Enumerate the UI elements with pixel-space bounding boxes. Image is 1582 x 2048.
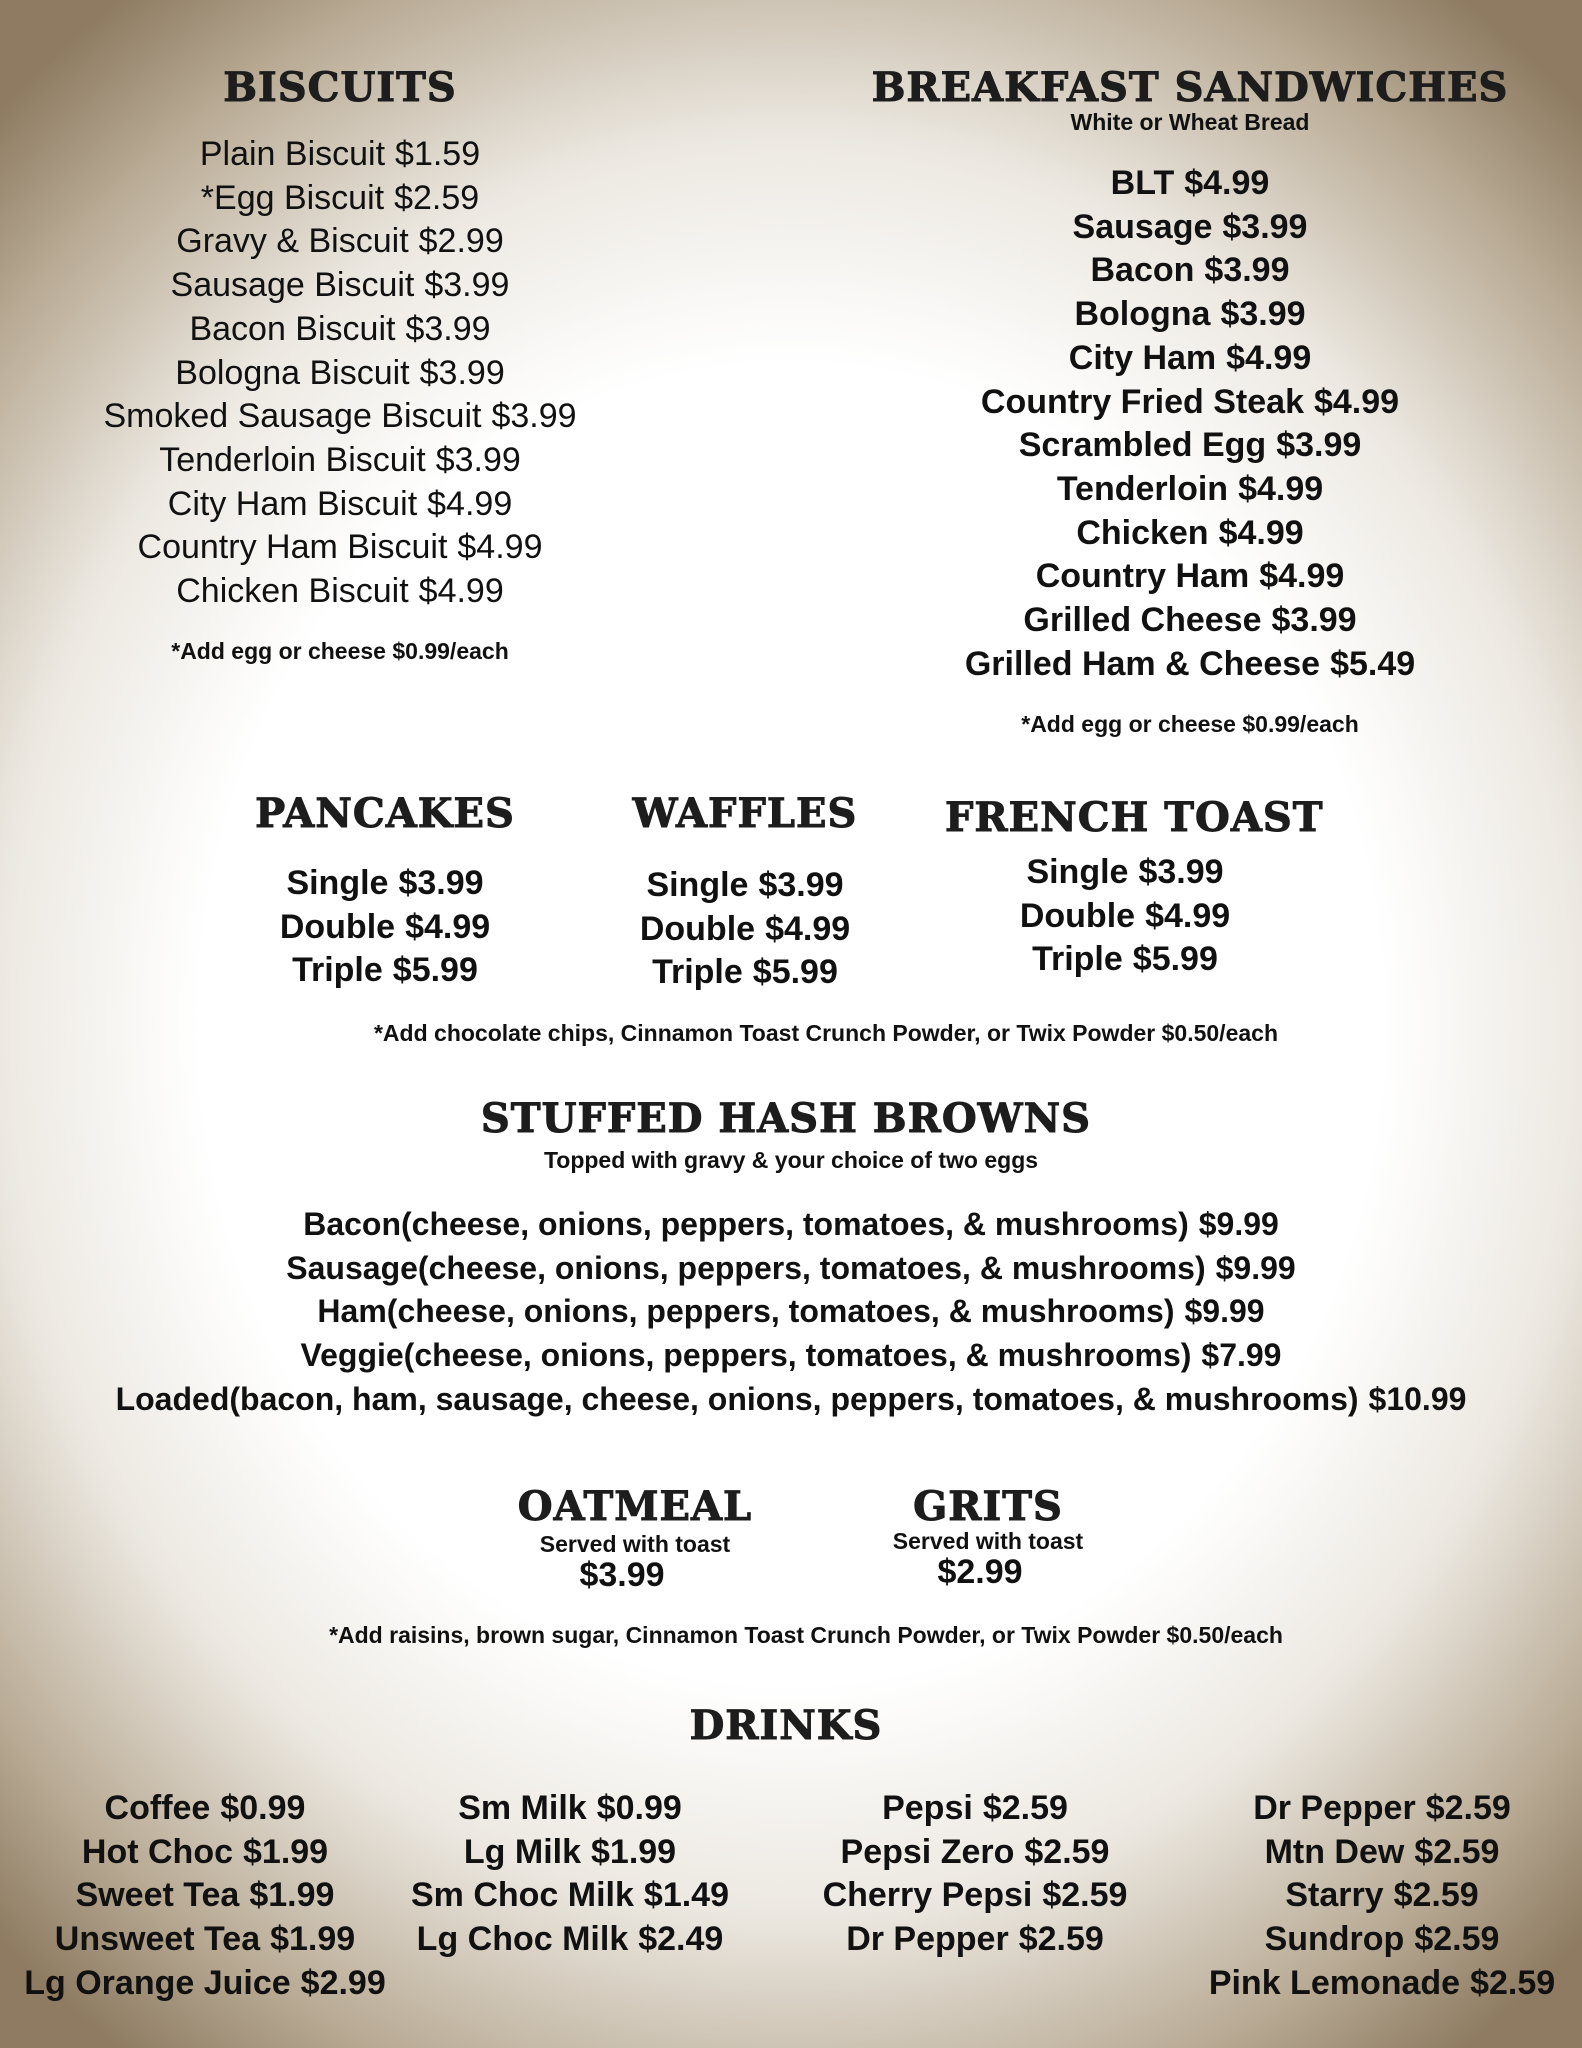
hash-browns-subtitle: Topped with gravy & your choice of two eggs bbox=[543, 1147, 1039, 1173]
menu-item-price: $3.99 bbox=[1204, 251, 1290, 290]
menu-item bbox=[945, 895, 1305, 939]
menu-item-name: Sm Choc Milk bbox=[410, 1876, 634, 1915]
menu-item-price: $4.99 bbox=[1259, 557, 1345, 596]
menu-item-name: Smoked Sausage Biscuit bbox=[103, 397, 482, 436]
biscuits-title: BISCUITS bbox=[223, 64, 457, 111]
menu-item-price: $2.59 bbox=[1414, 1832, 1500, 1871]
menu-item-price: $9.99 bbox=[1198, 1206, 1279, 1242]
menu-item-name: Sausage(cheese, onions, peppers, tomatoes, & mushrooms) bbox=[286, 1249, 1206, 1286]
menu-item-price: $3.99 bbox=[1276, 426, 1362, 465]
menu-item-name: Triple bbox=[1032, 940, 1123, 979]
menu-item-price: $4.99 bbox=[405, 907, 491, 946]
menu-item-name: Chicken bbox=[1076, 513, 1209, 552]
menu-item-price: $4.99 bbox=[1145, 896, 1231, 935]
menu-item-name: Triple bbox=[652, 953, 743, 992]
menu-item-name: Tenderloin bbox=[1056, 469, 1229, 508]
menu-item-name: Dr Pepper bbox=[846, 1920, 1009, 1959]
menu-item-price: $3.99 bbox=[758, 866, 844, 904]
menu-item bbox=[40, 570, 640, 614]
waffles-list bbox=[595, 864, 895, 995]
menu-item-price: $5.49 bbox=[1330, 644, 1416, 683]
menu-item bbox=[595, 908, 895, 952]
menu-item-name: Pepsi Zero bbox=[840, 1832, 1015, 1871]
drinks-title: DRINKS bbox=[689, 1702, 883, 1749]
menu-item-name: Bacon(cheese, onions, peppers, tomatoes, & mushrooms) bbox=[303, 1206, 1189, 1242]
menu-item bbox=[0, 1203, 1582, 1247]
menu-item-name: City Ham Biscuit bbox=[167, 484, 418, 523]
menu-item bbox=[775, 1831, 1175, 1875]
menu-item-price: $2.99 bbox=[418, 222, 504, 261]
menu-item-name: Single bbox=[286, 864, 389, 902]
menu-item bbox=[40, 177, 640, 221]
menu-item bbox=[1182, 1918, 1582, 1962]
drinks-column-4 bbox=[1182, 1787, 1582, 2006]
menu-item-name: Veggie(cheese, onions, peppers, tomatoes, & mushrooms) bbox=[300, 1337, 1192, 1374]
menu-item bbox=[1182, 1831, 1582, 1875]
griddle-note: *Add chocolate chips, Cinnamon Toast Crunch Powder, or Twix Powder $0.50/each bbox=[373, 1020, 1278, 1046]
menu-item bbox=[0, 1831, 410, 1875]
menu-item-name: Bacon bbox=[1090, 251, 1195, 290]
menu-item-name: Lg Milk bbox=[463, 1832, 581, 1871]
menu-item bbox=[860, 424, 1520, 468]
menu-item-price: $2.59 bbox=[394, 178, 480, 217]
menu-item-name: Bologna Biscuit bbox=[175, 353, 410, 392]
menu-item bbox=[370, 1874, 770, 1918]
menu-item-price: $3.99 bbox=[1222, 207, 1308, 246]
menu-item-price: $2.59 bbox=[1470, 1963, 1556, 2002]
menu-item-name: Single bbox=[1026, 853, 1129, 891]
sandwiches-note: *Add egg or cheese $0.99/each bbox=[1021, 711, 1359, 737]
menu-item-name: Lg Choc Milk bbox=[416, 1920, 629, 1959]
menu-item bbox=[860, 337, 1520, 381]
menu-item bbox=[0, 1918, 410, 1962]
menu-item-name: Grilled Ham & Cheese bbox=[964, 644, 1321, 683]
menu-item-price: $5.99 bbox=[392, 951, 478, 990]
menu-item bbox=[595, 864, 895, 908]
menu-item bbox=[370, 1831, 770, 1875]
menu-item-price: $1.99 bbox=[591, 1832, 677, 1871]
menu-item-price: $2.59 bbox=[1393, 1876, 1479, 1915]
biscuits-note: *Add egg or cheese $0.99/each bbox=[171, 638, 509, 664]
menu-item-name: Pepsi bbox=[882, 1789, 973, 1827]
menu-item bbox=[860, 643, 1520, 687]
menu-item-price: $3.99 bbox=[1138, 853, 1224, 891]
menu-item bbox=[860, 468, 1520, 512]
menu-item bbox=[40, 395, 640, 439]
menu-item-price: $3.99 bbox=[424, 266, 510, 305]
grits-price: $2.99 bbox=[937, 1553, 1023, 1591]
hash-browns-title: STUFFED HASH BROWNS bbox=[480, 1095, 1092, 1142]
drinks-column-1 bbox=[0, 1787, 410, 2006]
menu-item bbox=[0, 1334, 1582, 1378]
menu-item-name: Scrambled Egg bbox=[1018, 426, 1267, 465]
menu-item-price: $1.99 bbox=[270, 1920, 356, 1959]
menu-item-price: $10.99 bbox=[1368, 1380, 1467, 1417]
menu-item bbox=[0, 1290, 1582, 1334]
menu-item bbox=[1182, 1787, 1582, 1831]
menu-item-price: $2.59 bbox=[982, 1789, 1068, 1827]
menu-item bbox=[595, 951, 895, 995]
menu-item-name: Lg Orange Juice bbox=[24, 1963, 291, 2002]
menu-item-name: Bacon Biscuit bbox=[189, 309, 396, 348]
menu-item-price: $4.99 bbox=[1184, 164, 1270, 202]
menu-item bbox=[0, 1378, 1582, 1422]
menu-item-name: Double bbox=[279, 907, 396, 946]
menu-item bbox=[860, 293, 1520, 337]
menu-item bbox=[370, 1918, 770, 1962]
menu-item-price: $7.99 bbox=[1201, 1337, 1282, 1374]
menu-item bbox=[860, 512, 1520, 556]
cereal-note: *Add raisins, brown sugar, Cinnamon Toast Crunch Powder, or Twix Powder $0.50/each bbox=[329, 1622, 1283, 1648]
menu-item-price: $3.99 bbox=[435, 440, 521, 479]
menu-item-price: $3.99 bbox=[1220, 295, 1306, 334]
menu-item-name: Mtn Dew bbox=[1264, 1832, 1405, 1871]
menu-item bbox=[40, 220, 640, 264]
menu-item-name: Starry bbox=[1285, 1876, 1384, 1915]
french-toast-title: FRENCH TOAST bbox=[945, 794, 1324, 841]
menu-item-price: $3.99 bbox=[398, 864, 484, 902]
menu-item bbox=[775, 1787, 1175, 1831]
menu-item-price: $2.99 bbox=[300, 1963, 386, 2002]
menu-item-price: $3.99 bbox=[405, 309, 491, 348]
menu-item-name: Gravy & Biscuit bbox=[176, 222, 409, 261]
menu-item-name: City Ham bbox=[1068, 338, 1217, 377]
menu-item bbox=[40, 308, 640, 352]
sandwiches-list bbox=[860, 162, 1520, 686]
menu-item bbox=[235, 862, 535, 906]
menu-item-name: Cherry Pepsi bbox=[822, 1876, 1033, 1915]
menu-item-name: Loaded(bacon, ham, sausage, cheese, onions, peppers, tomatoes, & mushrooms) bbox=[115, 1380, 1359, 1417]
menu-item-name: Triple bbox=[292, 951, 383, 990]
french-toast-list bbox=[945, 851, 1305, 982]
menu-item-name: Bologna bbox=[1074, 295, 1211, 334]
menu-item bbox=[1182, 1962, 1582, 2006]
menu-item-price: $9.99 bbox=[1184, 1293, 1265, 1330]
sandwiches-subtitle: White or Wheat Bread bbox=[1070, 109, 1310, 135]
menu-item-name: Country Ham Biscuit bbox=[137, 528, 448, 567]
menu-item-price: $1.99 bbox=[243, 1832, 329, 1871]
grits-title: GRITS bbox=[913, 1483, 1063, 1530]
waffles-title: WAFFLES bbox=[632, 790, 858, 837]
menu-item-price: $9.99 bbox=[1215, 1249, 1296, 1286]
menu-item-price: $3.99 bbox=[1271, 601, 1357, 640]
menu-item bbox=[235, 906, 535, 950]
menu-item-name: Pink Lemonade bbox=[1208, 1963, 1461, 2002]
menu-item-name: Double bbox=[1019, 896, 1136, 935]
oatmeal-title: OATMEAL bbox=[517, 1483, 753, 1530]
menu-item-price: $2.49 bbox=[638, 1920, 724, 1959]
menu-item bbox=[945, 851, 1305, 895]
menu-item bbox=[40, 133, 640, 177]
menu-item-price: $5.99 bbox=[752, 953, 838, 992]
menu-item bbox=[40, 264, 640, 308]
menu-item-name: *Egg Biscuit bbox=[200, 178, 385, 217]
biscuits-list bbox=[40, 133, 640, 614]
menu-item bbox=[40, 526, 640, 570]
menu-item bbox=[40, 483, 640, 527]
menu-item bbox=[860, 555, 1520, 599]
menu-item-name: Chicken Biscuit bbox=[176, 572, 409, 611]
menu-item-name: Country Ham bbox=[1035, 557, 1250, 596]
menu-item bbox=[40, 439, 640, 483]
menu-item-name: Double bbox=[639, 909, 756, 948]
menu-item bbox=[860, 162, 1520, 206]
grits-subtitle: Served with toast bbox=[892, 1528, 1084, 1554]
menu-item-price: $2.59 bbox=[1414, 1920, 1500, 1959]
sandwiches-title: BREAKFAST SANDWICHES bbox=[871, 64, 1509, 111]
pancakes-list bbox=[235, 862, 535, 993]
menu-item-price: $4.99 bbox=[457, 528, 543, 567]
menu-item-name: Country Fried Steak bbox=[980, 382, 1304, 421]
oatmeal-price: $3.99 bbox=[579, 1556, 665, 1594]
menu-item-price: $0.99 bbox=[220, 1789, 306, 1827]
menu-item-name: Grilled Cheese bbox=[1023, 601, 1262, 640]
menu-item-name: Single bbox=[646, 866, 749, 904]
menu-item-price: $4.99 bbox=[427, 484, 513, 523]
menu-item bbox=[860, 249, 1520, 293]
menu-item-name: Sausage Biscuit bbox=[170, 266, 415, 305]
menu-item-name: Coffee bbox=[104, 1789, 211, 1827]
menu-item-price: $4.99 bbox=[1218, 513, 1304, 552]
menu-item-price: $4.99 bbox=[1313, 382, 1400, 421]
drinks-column-3 bbox=[775, 1787, 1175, 1962]
menu-item bbox=[860, 206, 1520, 250]
menu-item-price: $3.99 bbox=[419, 353, 505, 392]
menu-item-name: Plain Biscuit bbox=[199, 135, 386, 173]
menu-item-name: Sausage bbox=[1072, 207, 1213, 246]
menu-item-name: Sweet Tea bbox=[75, 1876, 240, 1915]
menu-item-name: Ham(cheese, onions, peppers, tomatoes, & mushrooms) bbox=[317, 1293, 1175, 1330]
drinks-column-2 bbox=[370, 1787, 770, 1962]
menu-item-name: BLT bbox=[1110, 164, 1175, 202]
menu-item-price: $2.59 bbox=[1425, 1789, 1511, 1827]
menu-item-price: $1.99 bbox=[249, 1876, 335, 1915]
menu-item-name: Sundrop bbox=[1264, 1920, 1405, 1959]
menu-item bbox=[775, 1918, 1175, 1962]
menu-item-price: $2.59 bbox=[1024, 1832, 1110, 1871]
menu-item-price: $1.49 bbox=[643, 1876, 730, 1915]
menu-item bbox=[40, 352, 640, 396]
menu-item-price: $1.59 bbox=[395, 135, 481, 173]
menu-item bbox=[860, 381, 1520, 425]
oatmeal-subtitle: Served with toast bbox=[539, 1531, 731, 1557]
menu-item bbox=[235, 949, 535, 993]
menu-item-price: $4.99 bbox=[418, 572, 504, 611]
menu-item bbox=[775, 1874, 1175, 1918]
menu-item-price: $0.99 bbox=[596, 1789, 682, 1827]
menu-item bbox=[1182, 1874, 1582, 1918]
menu-item-price: $2.59 bbox=[1042, 1876, 1128, 1915]
menu-item-name: Unsweet Tea bbox=[54, 1920, 261, 1959]
menu-item bbox=[860, 599, 1520, 643]
menu-item bbox=[0, 1962, 410, 2006]
menu-item-price: $4.99 bbox=[1226, 338, 1312, 377]
menu-item bbox=[0, 1874, 410, 1918]
menu-item-name: Hot Choc bbox=[81, 1832, 233, 1871]
hash-browns-list bbox=[0, 1203, 1582, 1422]
menu-item-price: $4.99 bbox=[1238, 469, 1324, 508]
menu-item-name: Dr Pepper bbox=[1253, 1789, 1416, 1827]
menu-item bbox=[0, 1787, 410, 1831]
menu-item-price: $3.99 bbox=[491, 397, 577, 436]
menu-item-name: Sm Milk bbox=[458, 1789, 587, 1827]
menu-item-price: $4.99 bbox=[765, 909, 851, 948]
pancakes-title: PANCAKES bbox=[255, 790, 515, 837]
menu-item bbox=[0, 1247, 1582, 1291]
menu-item bbox=[370, 1787, 770, 1831]
menu-item-price: $2.59 bbox=[1018, 1920, 1104, 1959]
menu-item-name: Tenderloin Biscuit bbox=[159, 440, 426, 479]
menu-item bbox=[945, 938, 1305, 982]
menu-item-price: $5.99 bbox=[1132, 940, 1218, 979]
